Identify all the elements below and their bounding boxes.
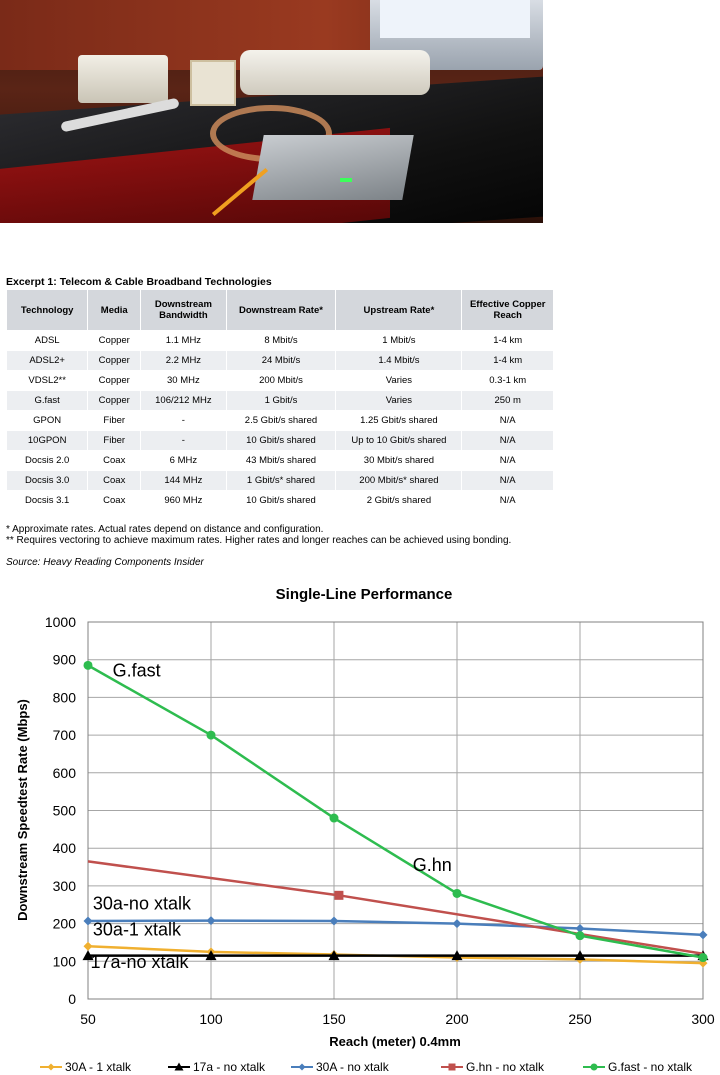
header-upstream-rate: Upstream Rate* — [336, 290, 462, 331]
table-cell: - — [141, 431, 226, 451]
table-cell: N/A — [462, 491, 554, 511]
x-tick-label: 100 — [199, 1011, 223, 1027]
table-cell: 10 Gbit/s shared — [226, 431, 336, 451]
table-cell: Coax — [88, 471, 141, 491]
y-axis-ticks — [45, 614, 76, 1007]
table-cell: Copper — [88, 391, 141, 411]
table-cell: Fiber — [88, 411, 141, 431]
product-photo — [0, 0, 543, 223]
data-point — [449, 1064, 456, 1071]
data-point — [48, 1064, 55, 1071]
table-row — [7, 471, 554, 491]
legend-item — [583, 1060, 693, 1074]
table-cell: 6 MHz — [141, 451, 226, 471]
data-point — [334, 891, 343, 900]
table-row — [7, 371, 554, 391]
series-g-fast-no-xtalk — [84, 661, 708, 962]
photo-metal-box — [252, 135, 413, 200]
table-row — [7, 431, 554, 451]
footnote-1: * Approximate rates. Actual rates depend on distance and configuration. — [6, 524, 324, 535]
data-point — [591, 1064, 598, 1071]
y-tick-label: 600 — [52, 764, 76, 781]
y-tick-label: 900 — [52, 651, 76, 668]
legend-label: 17a - no xtalk — [193, 1060, 266, 1074]
header-technology: Technology — [7, 290, 88, 331]
source-note: Source: Heavy Reading Components Insider — [6, 557, 204, 568]
table-cell: Fiber — [88, 431, 141, 451]
table-cell: 2.5 Gbit/s shared — [226, 411, 336, 431]
table-cell: 1-4 km — [462, 351, 554, 371]
y-axis-label: Downstream Speedtest Rate (Mbps) — [15, 699, 30, 921]
table-cell: Copper — [88, 331, 141, 351]
legend-item — [441, 1060, 545, 1074]
table-cell: 2.2 MHz — [141, 351, 226, 371]
table-row — [7, 331, 554, 351]
table-cell: Docsis 3.1 — [7, 491, 88, 511]
table-row — [7, 391, 554, 411]
table-cell: N/A — [462, 451, 554, 471]
photo-white-box — [78, 55, 168, 103]
data-point — [699, 953, 708, 962]
table-cell: Docsis 3.0 — [7, 471, 88, 491]
table-cell: 1.4 Mbit/s — [336, 351, 462, 371]
header-downstream-rate: Downstream Rate* — [226, 290, 336, 331]
table-cell: Docsis 2.0 — [7, 451, 88, 471]
y-tick-label: 100 — [52, 953, 76, 970]
table-cell: 8 Mbit/s — [226, 331, 336, 351]
table-cell: 1.25 Gbit/s shared — [336, 411, 462, 431]
series-line — [88, 665, 703, 957]
data-point — [330, 814, 339, 823]
chart-annotation: 17a-no xtalk — [90, 952, 189, 973]
table-cell: 1 Gbit/s — [226, 391, 336, 411]
x-tick-label: 150 — [322, 1011, 346, 1027]
table-cell: G.fast — [7, 391, 88, 411]
y-tick-label: 1000 — [44, 614, 76, 630]
table-cell: 1-4 km — [462, 331, 554, 351]
y-tick-label: 800 — [52, 689, 76, 706]
chart-annotations — [90, 661, 451, 972]
chart-title: Single-Line Performance — [275, 586, 453, 603]
table-cell: 144 MHz — [141, 471, 226, 491]
data-point — [207, 731, 216, 740]
table-header-row — [7, 290, 554, 331]
data-point — [330, 916, 339, 925]
y-tick-label: 700 — [52, 727, 76, 744]
header-copper-reach: Effective Copper Reach — [462, 290, 554, 331]
table-cell: 10 Gbit/s shared — [226, 491, 336, 511]
table-cell: Varies — [336, 391, 462, 411]
table-cell: 1 Mbit/s — [336, 331, 462, 351]
legend-label: 30A - no xtalk — [316, 1060, 389, 1074]
table-cell: 30 MHz — [141, 371, 226, 391]
y-tick-label: 0 — [68, 991, 76, 1007]
table-row — [7, 411, 554, 431]
photo-modem — [240, 50, 430, 95]
table-cell: Copper — [88, 371, 141, 391]
data-point — [576, 931, 585, 940]
x-tick-label: 50 — [80, 1011, 96, 1027]
y-tick-label: 500 — [52, 802, 76, 819]
table-row — [7, 351, 554, 371]
table-cell: 43 Mbit/s shared — [226, 451, 336, 471]
chart-legend — [40, 1060, 693, 1074]
chart-annotation: 30a-1 xtalk — [92, 919, 181, 940]
legend-item — [168, 1060, 266, 1074]
table-cell: 24 Mbit/s — [226, 351, 336, 371]
table-cell: VDSL2** — [7, 371, 88, 391]
footnote-2: ** Requires vectoring to achieve maximum rates. Higher rates and longer reaches can be achieved using bonding. — [6, 535, 512, 546]
x-tick-label: 300 — [691, 1011, 715, 1027]
table-cell: Copper — [88, 351, 141, 371]
photo-led — [340, 178, 352, 182]
table-cell: 2 Gbit/s shared — [336, 491, 462, 511]
table-cell: 250 m — [462, 391, 554, 411]
data-point — [453, 919, 462, 928]
data-point — [453, 889, 462, 898]
y-tick-label: 400 — [52, 840, 76, 857]
table-cell: 960 MHz — [141, 491, 226, 511]
photo-wall-plate — [190, 60, 236, 106]
data-point — [699, 930, 708, 939]
table-row — [7, 491, 554, 511]
line-chart — [0, 580, 720, 1075]
x-axis-label: Reach (meter) 0.4mm — [329, 1034, 461, 1049]
legend-label: G.hn - no xtalk — [466, 1060, 545, 1074]
table-cell: 106/212 MHz — [141, 391, 226, 411]
chart-grid — [88, 622, 703, 999]
table-cell: N/A — [462, 471, 554, 491]
table-cell: 1 Gbit/s* shared — [226, 471, 336, 491]
legend-label: 30A - 1 xtalk — [65, 1060, 132, 1074]
table-cell: Coax — [88, 491, 141, 511]
table-cell: ADSL2+ — [7, 351, 88, 371]
table-cell: 30 Mbit/s shared — [336, 451, 462, 471]
table-cell: Coax — [88, 451, 141, 471]
data-point — [84, 661, 93, 670]
data-point — [84, 942, 93, 951]
photo-laptop-screen — [380, 0, 530, 38]
table-cell: GPON — [7, 411, 88, 431]
excerpt-title: Excerpt 1: Telecom & Cable Broadband Technologies — [6, 276, 272, 288]
table-cell: 0.3-1 km — [462, 371, 554, 391]
table-cell: - — [141, 411, 226, 431]
chart-annotation: 30a-no xtalk — [92, 893, 191, 914]
table-row — [7, 451, 554, 471]
table-cell: ADSL — [7, 331, 88, 351]
x-tick-label: 200 — [445, 1011, 469, 1027]
table-cell: N/A — [462, 431, 554, 451]
x-tick-label: 250 — [568, 1011, 592, 1027]
x-axis-ticks — [80, 1011, 715, 1027]
y-tick-label: 300 — [52, 877, 76, 894]
chart-annotation: G.fast — [112, 660, 161, 681]
table-cell: Varies — [336, 371, 462, 391]
table-cell: 1.1 MHz — [141, 331, 226, 351]
y-tick-label: 200 — [52, 915, 76, 932]
header-downstream-bandwidth: Downstream Bandwidth — [141, 290, 226, 331]
chart-annotation: G.hn — [412, 854, 452, 875]
table-cell: 10GPON — [7, 431, 88, 451]
table-cell: 200 Mbit/s* shared — [336, 471, 462, 491]
legend-item — [291, 1060, 390, 1074]
table-cell: N/A — [462, 411, 554, 431]
legend-label: G.fast - no xtalk — [608, 1060, 693, 1074]
data-point — [299, 1064, 306, 1071]
header-media: Media — [88, 290, 141, 331]
table-cell: Up to 10 Gbit/s shared — [336, 431, 462, 451]
table-cell: 200 Mbit/s — [226, 371, 336, 391]
data-point — [84, 916, 93, 925]
technology-table — [6, 289, 554, 511]
legend-item — [40, 1060, 132, 1074]
